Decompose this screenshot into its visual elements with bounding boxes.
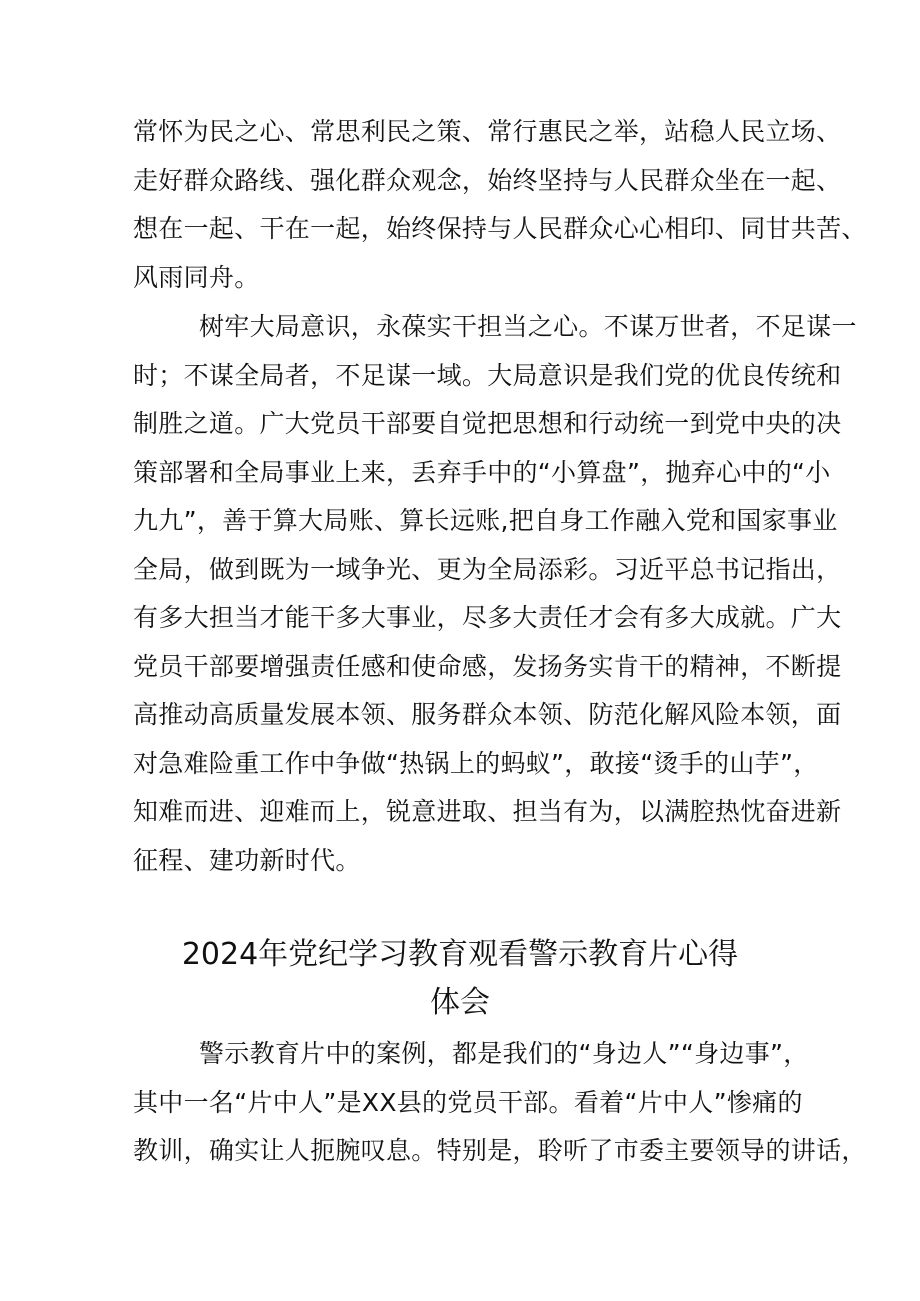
text-line: 想在一起、干在一起，始终保持与人民群众心心相印、同甘共苦、: [133, 214, 867, 243]
section-title: [0, 931, 920, 1027]
title-line: 2024年党纪学习教育观看警示教育片心得: [181, 937, 739, 972]
text-line: 有多大担当才能干多大事业，尽多大责任才会有多大成就。广大: [133, 603, 842, 632]
text-line: 知难而进、迎难而上，锐意进取、担当有为，以满腔热忱奋进新: [133, 797, 842, 826]
text-line: 全局，做到既为一域争光、更为全局添彩。习近平总书记指出，: [133, 554, 842, 584]
text-line: 对急难险重工作中争做“热锅上的蚂蚁”，敢接“烫手的山芋”，: [133, 748, 819, 778]
text-line: 时；不谋全局者，不足谋一域。大局意识是我们党的优良传统和: [133, 360, 842, 390]
text-line: 策部署和全局事业上来，丢弃手中的“小算盘”，抛弃心中的“小: [133, 457, 831, 487]
text-line: 走好群众路线、强化群众观念，始终坚持与人民群众坐在一起、: [133, 165, 842, 195]
paragraph-1: [133, 108, 867, 302]
title-line: 体会: [430, 985, 490, 1020]
text-line: 风雨同舟。: [133, 262, 260, 292]
text-line: 党员干部要增强责任感和使命感，发扬务实肯干的精神，不断提: [133, 651, 842, 681]
text-line: 教训，确实让人扼腕叹息。特别是，聆听了市委主要领导的讲话，: [133, 1136, 867, 1165]
text-line: 制胜之道。广大党员干部要自觉把思想和行动统一到党中央的决: [133, 409, 842, 438]
text-line: 九九”，善于算大局账、算长远账,把自身工作融入党和国家事业: [133, 506, 838, 535]
paragraph-3: [133, 1030, 867, 1176]
text-line: 警示教育片中的案例，都是我们的“身边人”“身边事”，: [133, 1039, 809, 1068]
text-line: 征程、建功新时代。: [133, 845, 361, 875]
text-line: 常怀为民之心、常思利民之策、常行惠民之举，站稳人民立场、: [133, 117, 842, 146]
text-line: 树牢大局意识，永葆实干担当之心。不谋万世者，不足谋一: [133, 312, 857, 341]
text-line: 其中一名“片中人”是XX县的党员干部。看着“片中人”惨痛的: [133, 1087, 803, 1117]
paragraph-2: [133, 303, 857, 885]
text-line: 高推动高质量发展本领、服务群众本领、防范化解风险本领，面: [133, 700, 842, 729]
